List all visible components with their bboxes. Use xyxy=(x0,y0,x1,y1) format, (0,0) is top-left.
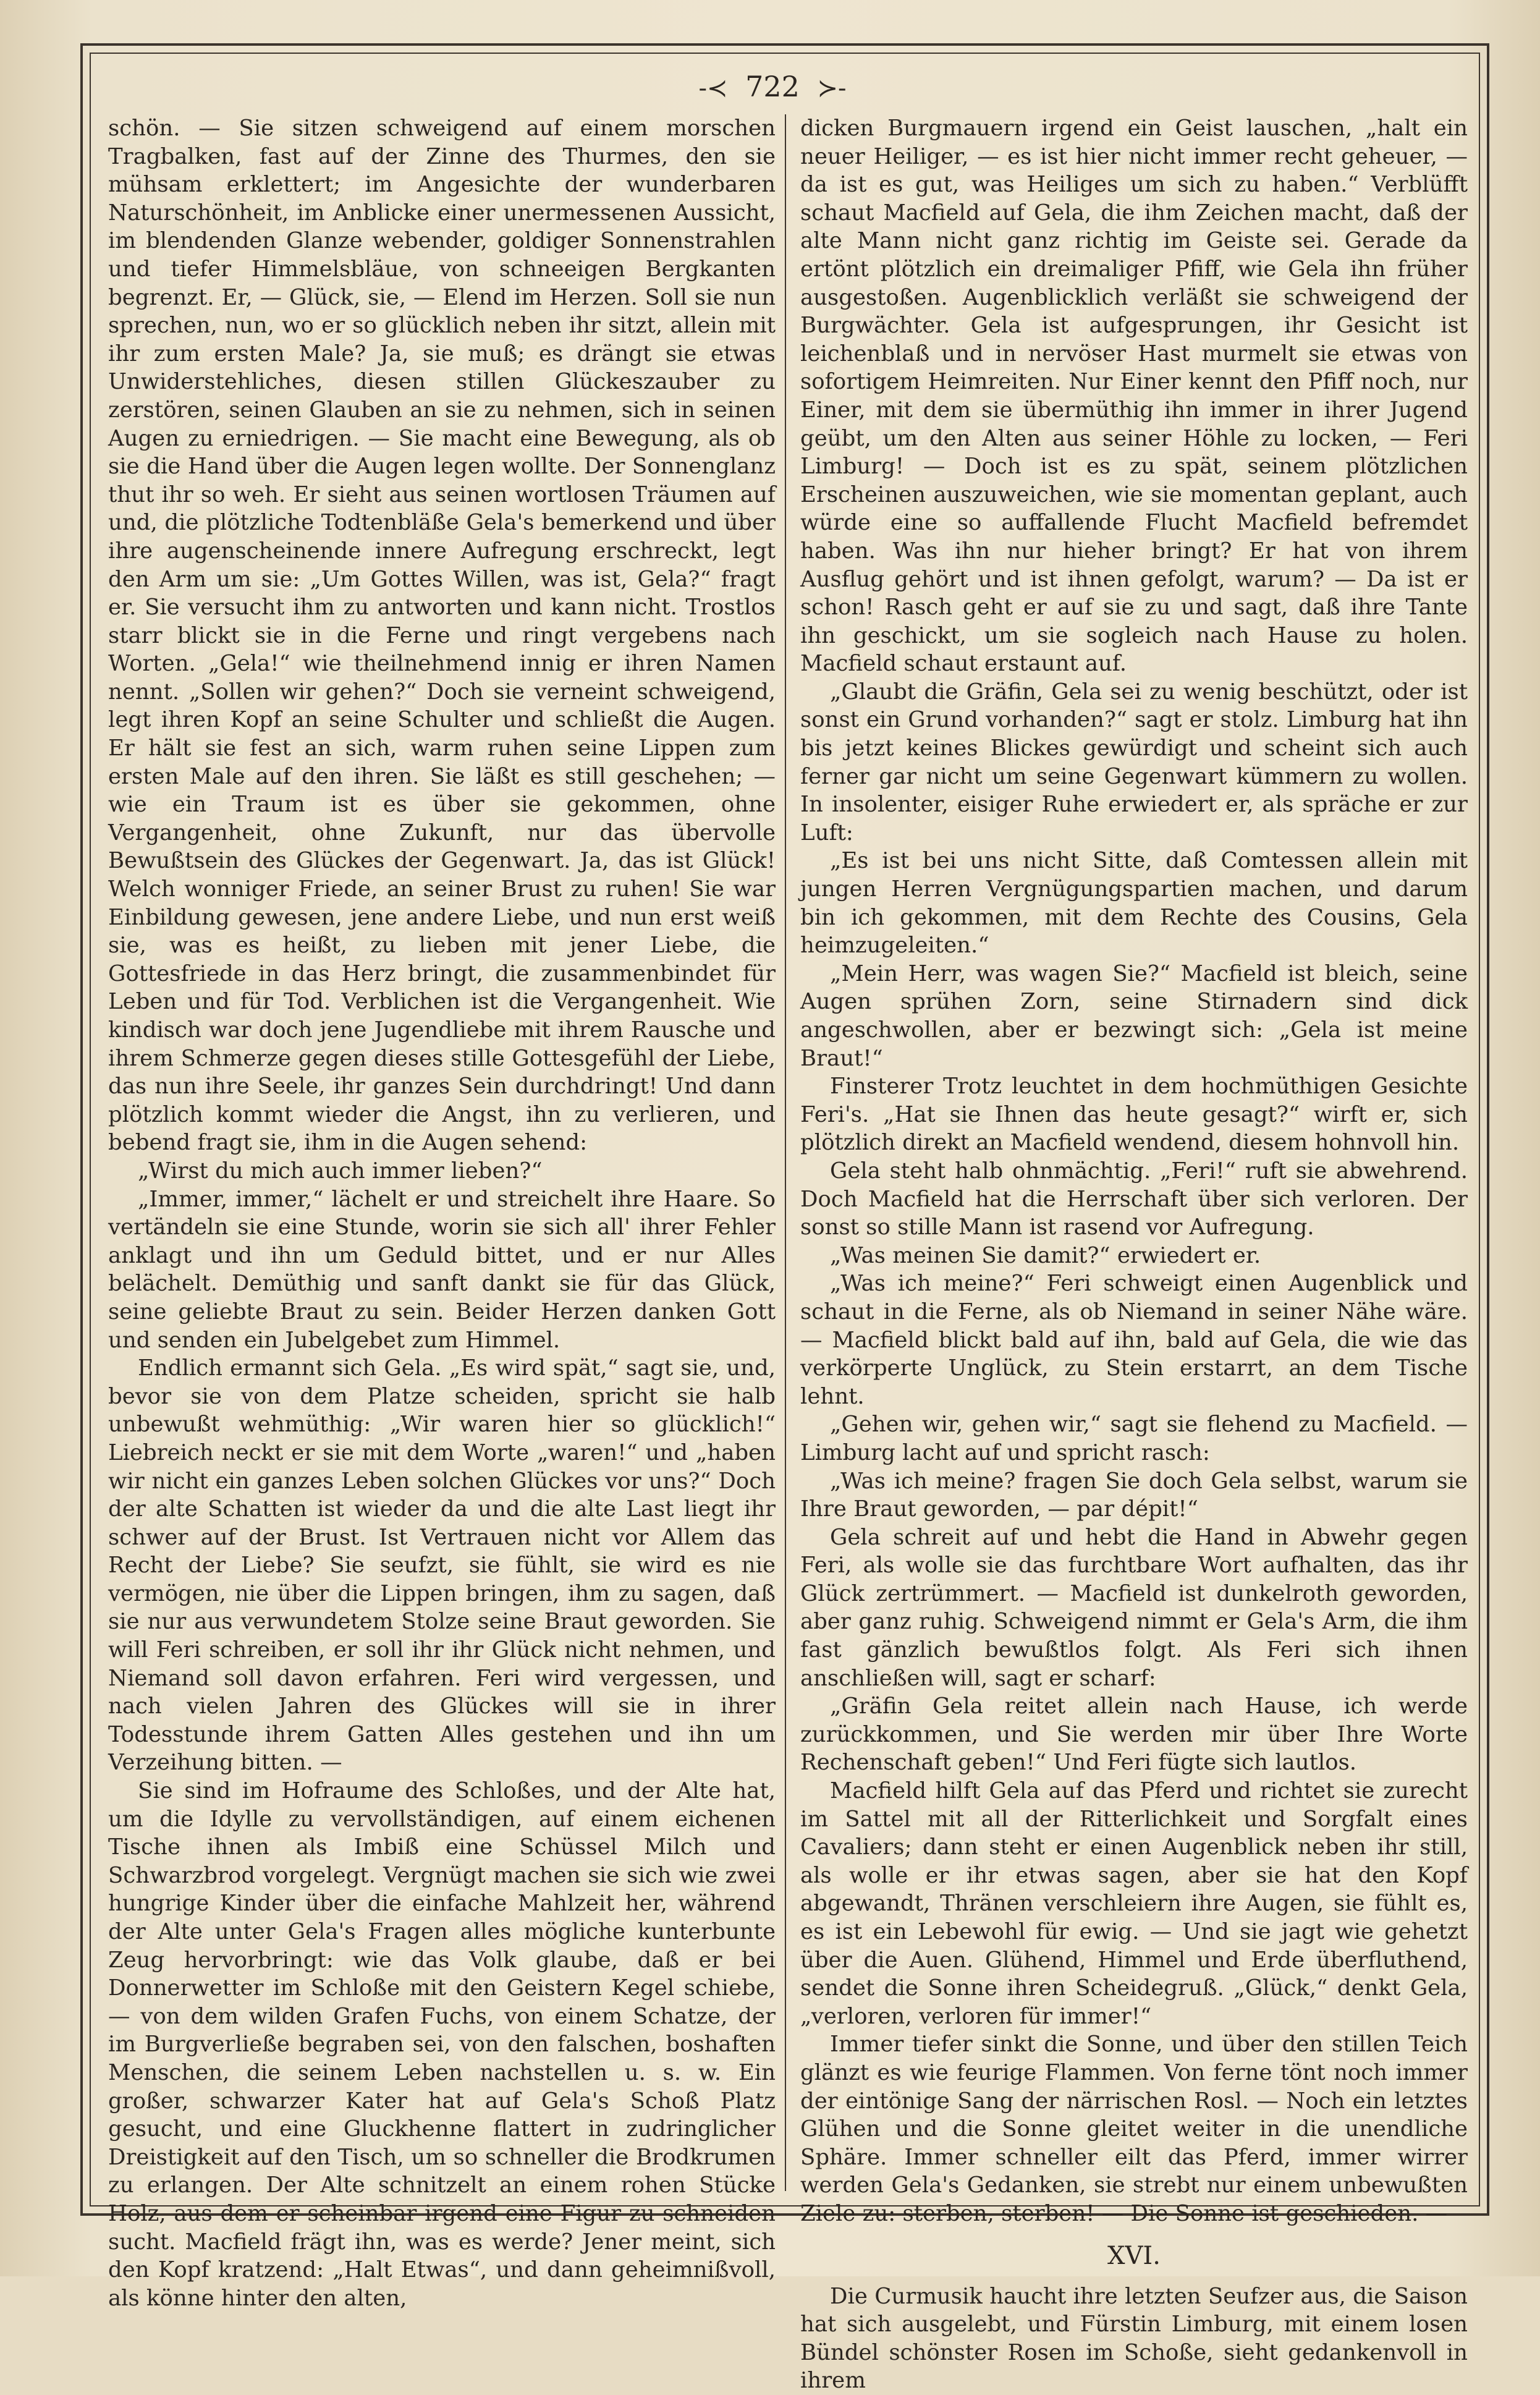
section-number: XVI. xyxy=(1107,2241,1161,2270)
left-text-column xyxy=(108,114,776,2311)
paragraph: Sie sind im Hofraume des Schloßes, und der Alte hat, um die Idylle zu vervollständigen, auf einem eichenen Tische ihnen als Imbiß eine Schüssel Milch und Schwarzbrod vorgelegt. Vergnügt machen sie sich wie zwei hungrige Kinder über die einfache Mahlzeit her, während der Alte unter Gela's Fragen alles mögliche kunterbunte Zeug hervorbringt: wie das Volk glaube, daß er bei Donnerwetter im Schloße mit den Geistern Kegel schiebe, — von dem wilden Grafen Fuchs, von einem Schatze, der im Burgverließe begraben sei, von den falschen, boshaften Menschen, die seinem Leben nachstellen u. s. w. Ein großer, schwarzer Kater hat auf Gela's Schoß Platz gesucht, und eine Gluckhenne flattert in zudringlicher Dreistigkeit auf den Tisch, um so schneller die Brodkrumen zu erlangen. Der Alte schnitzelt an einem rohen Stücke Holz, aus dem er scheinbar irgend eine Figur zu schneiden sucht. Macfield frägt ihn, was es werde? Jener meint, sich den Kopf kratzend: „Halt Etwas“, und dann geheimnißvoll, als könne hinter den alten, xyxy=(108,1778,776,2311)
paragraph: „Mein Herr, was wagen Sie?“ Macfield ist bleich, seine Augen sprühen Zorn, seine Stirnadern sind dick angeschwollen, aber er bezwingt sich: „Gela ist meine Braut!“ xyxy=(800,960,1468,1071)
paragraph: Gela steht halb ohnmächtig. „Feri!“ ruft sie abwehrend. Doch Macfield hat die Herrschaft über sich verloren. Der sonst so stille Mann ist rasend vor Aufregung. xyxy=(800,1158,1468,1240)
paragraph: „Was ich meine?“ Feri schweigt einen Augenblick und schaut in die Ferne, als ob Niemand in seiner Nähe wäre. — Macfield blickt bald auf ihn, bald auf Gela, die wie das verkörperte Unglück, zu Stein erstarrt, an dem Tische lehnt. xyxy=(800,1271,1468,1409)
paragraph: Endlich ermannt sich Gela. „Es wird spät,“ sagt sie, und, bevor sie von dem Platze scheiden, spricht sie halb unbewußt wehmüthig: „Wir waren hier so glücklich!“ Liebreich neckt er sie mit dem Worte „waren!“ und „haben wir nicht ein ganzes Leben solchen Glückes vor uns?“ Doch der alte Schatten ist wieder da und die alte Last liegt ihr schwer auf der Brust. Ist Vertrauen nicht vor Allem das Recht der Liebe? Sie seufzt, sie fühlt, sie wird es nie vermögen, nie über die Lippen bringen, ihm zu sagen, daß sie nur aus verwundetem Stolze seine Braut geworden. Sie will Feri schreiben, er soll ihr ihr Glück nicht nehmen, und Niemand soll davon erfahren. Feri wird vergessen, und nach vielen Jahren des Glückes will sie in ihrer Todesstunde ihrem Gatten Alles gestehen und ihn um Verzeihung bitten. — xyxy=(108,1355,776,1776)
paragraph: „Gehen wir, gehen wir,“ sagt sie flehend zu Macfield. — Limburg lacht auf und spricht rasch: xyxy=(800,1412,1468,1465)
column-divider xyxy=(785,114,786,2191)
page-number: 722 xyxy=(745,70,800,103)
ornament-left: -≺ xyxy=(698,74,728,103)
paragraph: Finsterer Trotz leuchtet in dem hochmüthigen Gesichte Feri's. „Hat sie Ihnen das heute gesagt?“ wirft er, sich plötzlich direkt an Macfield wendend, diesem hohnvoll hin. xyxy=(800,1074,1468,1156)
paragraph: „Wirst du mich auch immer lieben?“ xyxy=(138,1158,543,1184)
paragraph: „Was meinen Sie damit?“ erwiedert er. xyxy=(830,1242,1261,1268)
paragraph: Die Curmusik haucht ihre letzten Seufzer aus, die Saison hat sich ausgelebt, und Fürstin Limburg, mit einem losen Bündel schönster Rosen im Schoße, sieht gedankenvoll in ihrem xyxy=(800,2283,1468,2394)
paragraph: „Es ist bei uns nicht Sitte, daß Comtessen allein mit jungen Herren Vergnügungspartien machen, und darum bin ich gekommen, mit dem Rechte des Cousins, Gela heimzugeleiten.“ xyxy=(800,848,1468,959)
page-header xyxy=(618,68,927,105)
paragraph: dicken Burgmauern irgend ein Geist lauschen, „halt ein neuer Heiliger, — es ist hier nicht immer recht geheuer, — da ist es gut, was Heiliges um sich zu haben.“ Verblüfft schaut Macfield auf Gela, die ihm Zeichen macht, daß der alte Mann nicht ganz richtig im Geiste sei. Gerade da ertönt plötzlich ein dreimaliger Pfiff, wie Gela ihn früher ausgestoßen. Augenblicklich verläßt sie schweigend der Burgwächter. Gela ist aufgesprungen, ihr Gesicht ist leichenblaß und in nervöser Hast murmelt sie etwas von sofortigem Heimreiten. Nur Einer kennt den Pfiff noch, nur Einer, mit dem sie übermüthig ihn immer in ihrer Jugend geübt, um den Alten aus seiner Höhle zu locken, — Feri Limburg! — Doch ist es zu spät, seinem plötzlichen Erscheinen auszuweichen, wie sie momentan geplant, auch würde eine so auffallende Flucht Macfield befremdet haben. Was ihn nur hieher bringt? Er hat von ihrem Ausflug gehört und ist ihnen gefolgt, warum? — Da ist er schon! Rasch geht er auf sie zu und sagt, daß ihre Tante ihn geschickt, um sie sogleich nach Hause zu holen. Macfield schaut erstaunt auf. xyxy=(800,116,1468,677)
ornament-right: ≻- xyxy=(817,74,847,103)
paragraph: „Gräfin Gela reitet allein nach Hause, ich werde zurückkommen, und Sie werden mir über Ihre Worte Rechenschaft geben!“ Und Feri fügte sich lautlos. xyxy=(800,1693,1468,1776)
paragraph: Macfield hilft Gela auf das Pferd und richtet sie zurecht im Sattel mit all der Ritterlichkeit und Sorgfalt eines Cavaliers; dann steht er einen Augenblick neben ihr still, als wolle er ihr etwas sagen, aber sie hat den Kopf abgewandt, Thränen verschleiern ihre Augen, sie fühlt es, es ist ein Lebewohl für ewig. — Und sie jagt wie gehetzt über die Auen. Glühend, Himmel und Erde überfluthend, sendet die Sonne ihren Scheidegruß. „Glück,“ denkt Gela, „verloren, verloren für immer!“ xyxy=(800,1778,1468,2029)
paragraph: „Glaubt die Gräfin, Gela sei zu wenig beschützt, oder ist sonst ein Grund vorhanden?“ sagt er stolz. Limburg hat ihn bis jetzt keines Blickes gewürdigt und scheint sich auch ferner gar nicht um seine Gegenwart kümmern zu wollen. In insolenter, eisiger Ruhe erwiedert er, als spräche er zur Luft: xyxy=(800,679,1468,846)
paragraph: schön. — Sie sitzen schweigend auf einem morschen Tragbalken, fast auf der Zinne des Thurmes, den sie mühsam erklettert; im Angesichte der wunderbaren Naturschönheit, im Anblicke einer unermessenen Aussicht, im blendenden Glanze webender, goldiger Sonnenstrahlen und tiefer Himmelsbläue, von schneeigen Bergkanten begrenzt. Er, — Glück, sie, — Elend im Herzen. Soll sie nun sprechen, nun, wo er so glücklich neben ihr sitzt, allein mit ihr zum ersten Male? Ja, sie muß; es drängt sie etwas Unwiderstehliches, diesen stillen Glückeszauber zu zerstören, seinen Glauben an sie zu nehmen, sich in seinen Augen zu erniedrigen. — Sie macht eine Bewegung, als ob sie die Hand über die Augen legen wollte. Der Sonnenglanz thut ihr so weh. Er sieht aus seinen wortlosen Träumen auf und, die plötzliche Todtenbläße Gela's bemerkend und über ihre augenscheinende innere Aufregung erschreckt, legt den Arm um sie: „Um Gottes Willen, was ist, Gela?“ fragt er. Sie versucht ihm zu antworten und kann nicht. Trostlos starr blickt sie in die Ferne und ringt vergebens nach Worten. „Gela!“ wie theilnehmend innig er ihren Namen nennt. „Sollen wir gehen?“ Doch sie verneint schweigend, legt ihren Kopf an seine Schulter und schließt die Augen. Er hält sie fest an sich, warm ruhen seine Lippen zum ersten Male auf den ihren. Sie läßt es still geschehen; — wie ein Traum ist es über sie gekommen, ohne Vergangenheit, ohne Zukunft, nur das übervolle Bewußtsein des Glückes der Gegenwart. Ja, das ist Glück! Welch wonniger Friede, an seiner Brust zu ruhen! Sie war Einbildung gewesen, jene andere Liebe, und nun erst weiß sie, was es heißt, zu lieben mit jener Liebe, die Gottesfriede in das Herz bringt, die zusammenbindet für Leben und für Tod. Verblichen ist die Vergangenheit. Wie kindisch war doch jene Jugendliebe mit ihrem Rausche und ihrem Schmerze gegen dieses stille Gottesgefühl der Liebe, das nun ihre Seele, ihr ganzes Sein durchdringt! Und dann plötzlich kommt wieder die Angst, ihn zu verlieren, und bebend fragt sie, ihm in die Augen sehend: xyxy=(108,116,776,1156)
paragraph: Immer tiefer sinkt die Sonne, und über den stillen Teich glänzt es wie feurige Flammen. Von ferne tönt noch immer der eintönige Sang der närrischen Rosl. — Noch ein letztes Glühen und die Sonne gleitet weiter in die unendliche Sphäre. Immer schneller eilt das Pferd, immer wirrer werden Gela's Gedanken, sie strebt nur einem unbewußten Ziele zu: sterben, sterben! — Die Sonne ist geschieden. — xyxy=(800,2032,1468,2226)
paragraph: „Immer, immer,“ lächelt er und streichelt ihre Haare. So vertändeln sie eine Stunde, worin sie sich all' ihrer Fehler anklagt und ihn um Geduld bittet, und er nur Alles belächelt. Demüthig und sanft dankt sie für das Glück, seine geliebte Braut zu sein. Beider Herzen danken Gott und senden ein Jubelgebet zum Himmel. xyxy=(108,1186,776,1353)
right-text-column xyxy=(800,114,1468,2394)
paragraph: „Was ich meine? fragen Sie doch Gela selbst, warum sie Ihre Braut geworden, — par dépit!“ xyxy=(800,1468,1468,1522)
paragraph: Gela schreit auf und hebt die Hand in Abwehr gegen Feri, als wolle sie das furchtbare Wort aufhalten, das ihr Glück zertrümmert. — Macfield ist dunkelroth geworden, aber ganz ruhig. Schweigend nimmt er Gela's Arm, die ihm fast gänzlich bewußtlos folgt. Als Feri sich ihnen anschließen will, sagt er scharf: xyxy=(800,1524,1468,1691)
